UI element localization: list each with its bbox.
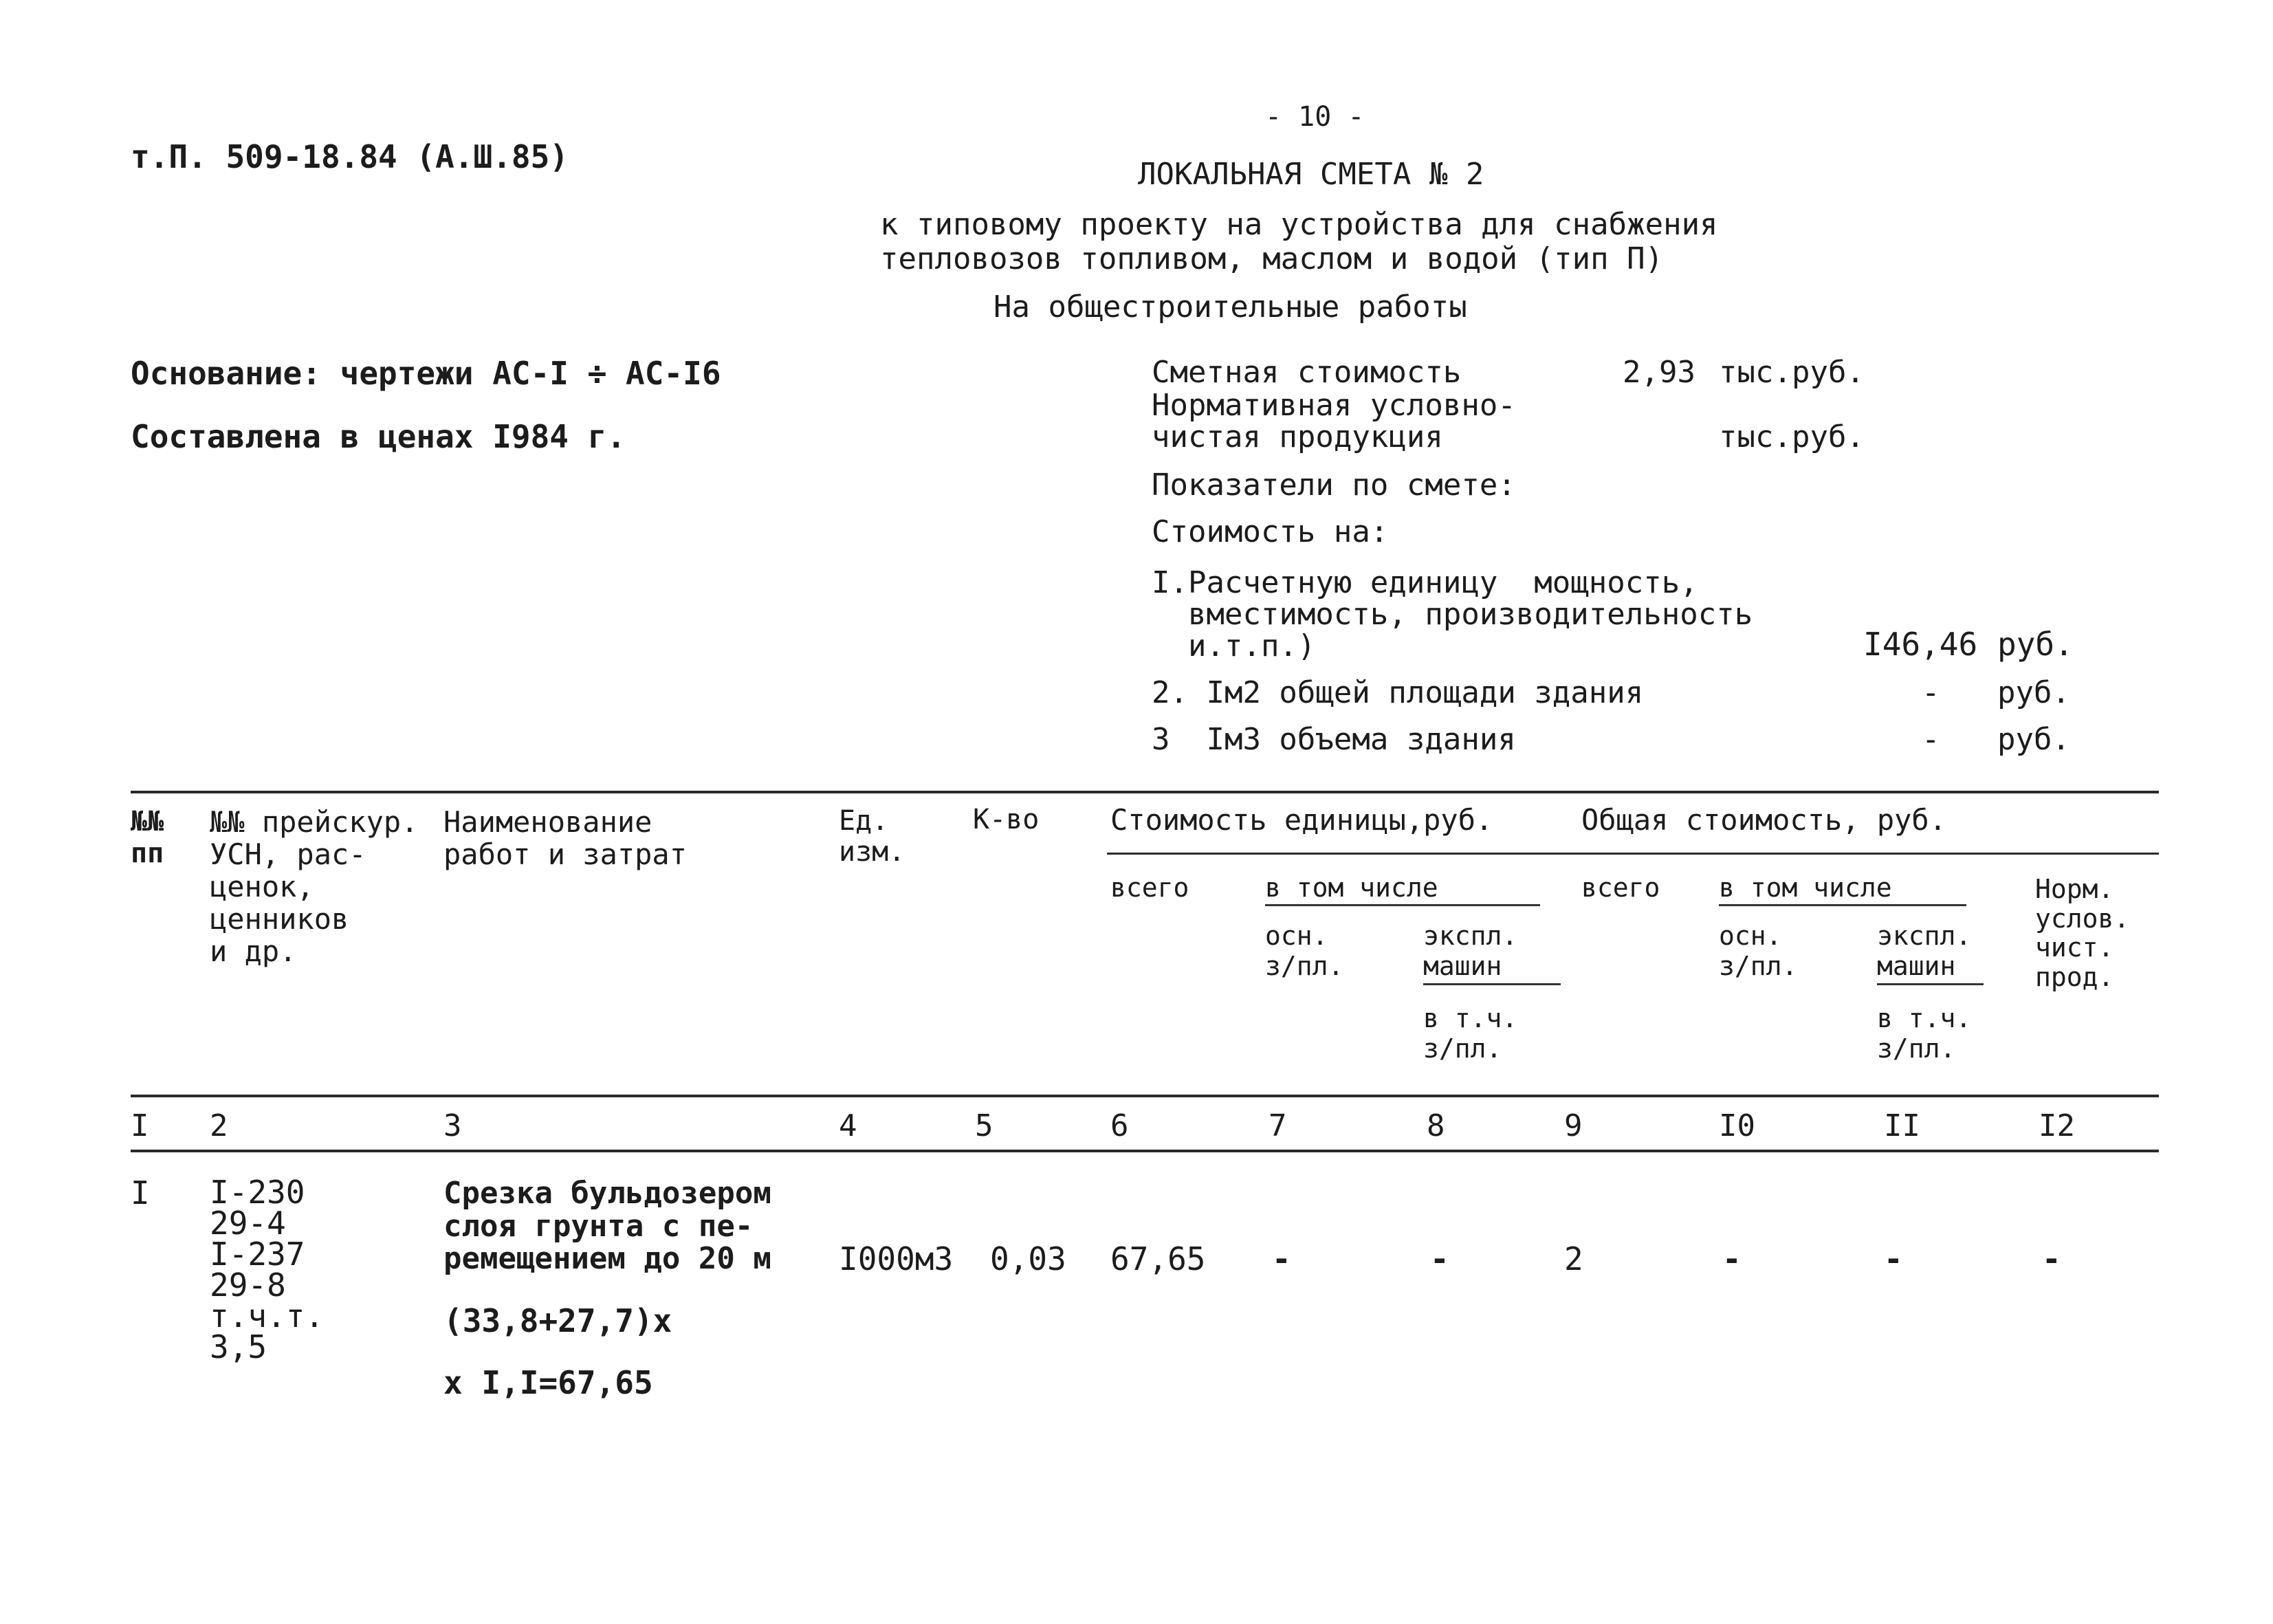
document-title: ЛОКАЛЬНАЯ СМЕТА № 2 [1138, 157, 1484, 192]
indicator-1-value: I46,46 [1863, 626, 1978, 663]
header-unit-machines: экспл. машин [1423, 921, 1518, 981]
row-norm-product: - [2042, 1240, 2061, 1277]
header-total-total: всего [1581, 873, 1660, 903]
header-unit-total: всего [1110, 873, 1189, 903]
row-quantity: 0,03 [990, 1240, 1066, 1277]
header-total-main-wage: осн. з/пл. [1719, 921, 1798, 981]
row-total: 2 [1564, 1240, 1583, 1277]
col-number-5: 5 [975, 1108, 993, 1143]
column-number-rule [131, 1150, 2159, 1152]
header-price-codes: №№ прейскур. УСН, рас- ценок, ценников и др. [210, 805, 419, 969]
header-total-cost: Общая стоимость, руб. [1581, 803, 1947, 837]
estimate-cost-unit: тыс.руб. [1719, 355, 1865, 390]
indicators-label: Показатели по смете: [1152, 468, 1516, 503]
norm-product-label-2: чистая продукция [1152, 419, 1443, 454]
indicator-1-line-2: вместимость, производительность [1188, 597, 1753, 632]
col-number-3: 3 [443, 1108, 462, 1143]
header-unit-machine-wage: в т.ч. з/пл. [1423, 1003, 1518, 1064]
unit-incl-underline [1265, 904, 1540, 906]
subtitle-line-1: к типовому проекту на устройства для снабжения [880, 207, 1718, 242]
header-work-name: Наименование работ и затрат [443, 805, 688, 872]
row-number: I [131, 1174, 150, 1211]
document-code: т.П. 509-18.84 (А.Ш.85) [131, 138, 569, 175]
norm-product-label-1: Нормативная условно- [1152, 388, 1516, 423]
col-number-12: I2 [2039, 1108, 2075, 1143]
table-top-rule [131, 791, 2159, 793]
indicator-3-unit: руб. [1997, 722, 2070, 757]
row-total-machines: - [1884, 1240, 1903, 1277]
row-unit: I000м3 [839, 1240, 954, 1277]
col-number-9: 9 [1564, 1108, 1583, 1143]
header-unit-incl: в том числе [1265, 873, 1438, 903]
col-number-2: 2 [210, 1108, 228, 1143]
indicator-3-value: - [1922, 722, 1940, 757]
header-bottom-rule [131, 1095, 2159, 1097]
indicator-2-unit: руб. [1997, 675, 2070, 710]
row-unit-machines: - [1430, 1240, 1449, 1277]
header-row-number: №№ пп [131, 806, 164, 869]
header-total-machine-wage: в т.ч. з/пл. [1877, 1003, 1972, 1064]
basis-text: Основание: чертежи АС-I ÷ АС-I6 [131, 355, 721, 392]
row-calc-line-2: х I,I=67,65 [443, 1364, 653, 1401]
page-number: - 10 - [1265, 101, 1365, 133]
estimate-cost-label: Сметная стоимость [1152, 355, 1462, 390]
norm-product-unit: тыс.руб. [1719, 419, 1865, 454]
col-number-8: 8 [1427, 1108, 1445, 1143]
prices-text: Составлена в ценах I984 г. [131, 418, 626, 455]
indicator-1-unit: руб. [1997, 626, 2074, 663]
unit-mach-underline [1423, 983, 1561, 985]
header-quantity: К-во [973, 804, 1040, 835]
row-unit-total: 67,65 [1110, 1240, 1206, 1277]
estimate-cost-value: 2,93 [1623, 355, 1695, 390]
indicator-3-label: 3 Iм3 объема здания [1152, 722, 1516, 757]
header-unit-main-wage: осн. з/пл. [1265, 921, 1344, 981]
col-number-11: II [1884, 1108, 1920, 1143]
header-unit: Ед. изм. [839, 805, 905, 868]
row-calc-line-1: (33,8+27,7)х [443, 1302, 672, 1339]
header-total-incl: в том числе [1719, 873, 1892, 903]
indicator-1-line-1: I.Расчетную единицу мощность, [1152, 565, 1698, 600]
row-total-main-wage: - [1722, 1240, 1742, 1277]
col-number-10: I0 [1719, 1108, 1755, 1143]
indicator-2-value: - [1922, 675, 1940, 710]
cost-group-rule [1107, 853, 2159, 855]
subtitle-line-3: На общестроительные работы [993, 289, 1467, 325]
header-unit-cost: Стоимость единицы,руб. [1110, 803, 1493, 837]
row-work-name: Срезка бульдозером слоя грунта с пе- ремещением до 20 м [443, 1176, 771, 1277]
row-price-codes: I-230 29-4 I-237 29-8 т.ч.т. 3,5 [210, 1174, 325, 1366]
total-incl-underline [1719, 904, 1966, 906]
col-number-4: 4 [839, 1108, 857, 1143]
total-mach-underline [1877, 983, 1984, 985]
header-norm-product: Норм. услов. чист. прод. [2035, 874, 2130, 992]
cost-per-label: Стоимость на: [1152, 514, 1389, 549]
indicator-1-line-3: и.т.п.) [1188, 628, 1316, 663]
col-number-6: 6 [1110, 1108, 1129, 1143]
row-unit-main-wage: - [1272, 1240, 1291, 1277]
col-number-1: I [131, 1108, 149, 1143]
subtitle-line-2: тепловозов топливом, маслом и водой (тип П) [880, 241, 1664, 276]
header-total-machines: экспл. машин [1877, 921, 1972, 981]
indicator-2-label: 2. Iм2 общей площади здания [1152, 675, 1644, 710]
col-number-7: 7 [1269, 1108, 1287, 1143]
